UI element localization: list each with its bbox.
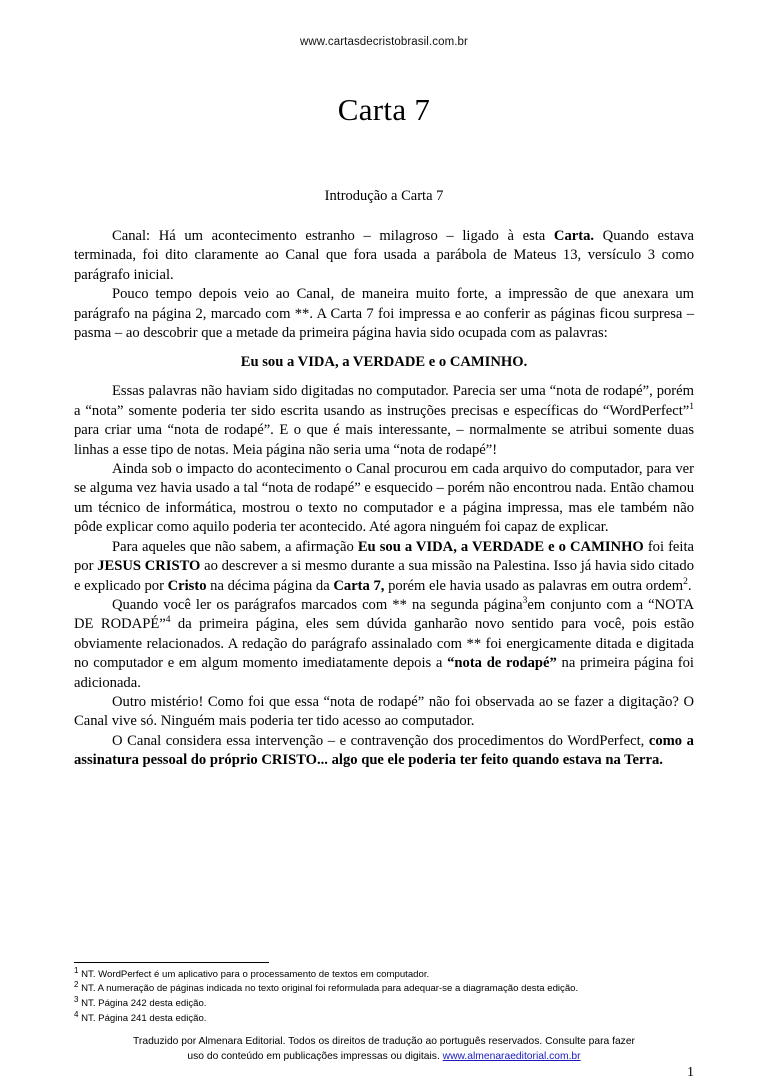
paragraph-5-bold-4: Carta 7,	[333, 577, 385, 594]
footnote-ref-3[interactable]: 3	[522, 596, 528, 607]
paragraph-5-text-c: foi feita por	[74, 538, 694, 575]
paragraph-6-text-d: na primeira página foi adicionada.	[74, 655, 694, 691]
paragraph-5-text-e: na décima página da	[206, 577, 334, 594]
footnote-ref-4[interactable]: 4	[165, 615, 171, 626]
footnote-ref-2[interactable]: 2	[683, 576, 688, 587]
footer-line-1: Traduzido por Almenara Editorial. Todos os direitos de tradução ao português reservados. Consulte para fazer	[133, 1036, 635, 1048]
footnote-text: NT. Página 242 desta edição.	[81, 998, 207, 1010]
footer-line-2-text: uso do conteúdo em publicações impressas ou digitais.	[187, 1051, 443, 1063]
footnote-item	[74, 997, 694, 1012]
highlight-quote: Eu sou a VIDA, a VERDADE e o CAMINHO.	[240, 354, 528, 371]
paragraph-3-text-b: para criar uma “nota de rodapé”. E o que é mais interessante, – normalmente se atribui somente duas linhas a esse tipo de notas. Meia página não seria uma “nota de rodapé”!	[74, 422, 694, 458]
paragraph-8	[74, 732, 694, 771]
paragraph-5-bold-2: JESUS CRISTO	[97, 558, 201, 575]
paragraph-6-text-a: Quando você ler os parágrafos marcados com ** na segunda página	[112, 596, 523, 613]
publisher-link[interactable]: www.almenaraeditorial.com.br	[442, 1051, 581, 1063]
footnote-marker: 1	[74, 965, 79, 975]
paragraph-4: Ainda sob o impacto do acontecimento o Canal procurou em cada arquivo do computador, para ver se alguma vez havia usado a tal “nota de rodapé” e esquecido – porém não encontrou nada. Então chamou um técnico de informática, mostrou o texto no computador e a página impressa, mas ele também não pôde explicar como aquilo poderia ter acontecido. Até agora ninguém foi capaz de explicar.	[74, 461, 694, 536]
page-footer	[74, 1035, 694, 1065]
footnote-text: NT. WordPerfect é um aplicativo para o processamento de textos em computador.	[81, 968, 430, 980]
paragraph-6-bold-1: “nota de rodapé”	[447, 655, 557, 672]
footnote-item	[74, 965, 694, 983]
page-number: 1	[687, 1065, 694, 1080]
paragraph-5	[74, 538, 694, 596]
paragraph-5-bold-3: Cristo	[167, 577, 207, 594]
paragraph-3	[74, 382, 694, 460]
document-subtitle: Introdução a Carta 7	[324, 188, 444, 204]
paragraph-1-text-pre: Canal: Há um acontecimento estranho – milagroso – ligado à esta	[112, 228, 554, 244]
footnotes-section	[74, 962, 694, 1027]
paragraph-5-bold-1: Eu sou a VIDA, a VERDADE e o CAMINHO	[357, 538, 644, 555]
footnote-text: NT. Página 241 desta edição.	[81, 1013, 207, 1025]
paragraph-1-text-post: Quando estava terminada, foi dito claramente ao Canal que fora usada a parábola de Mateus 13, versículo 3 como parágrafo inicial.	[74, 228, 694, 283]
paragraph-7: Outro mistério! Como foi que essa “nota de rodapé” não foi observada ao se fazer a digitação? O Canal vive só. Ninguém mais poderia ter tido acesso ao computador.	[74, 693, 694, 730]
footnote-text: NT. A numeração de páginas indicada no texto original foi reformulada para adequar-se a diagramação desta edição.	[81, 983, 579, 995]
footnote-marker: 4	[74, 1009, 79, 1019]
paragraph-6	[74, 596, 694, 693]
footnote-marker: 2	[74, 980, 79, 990]
paragraph-3-text-a: Essas palavras não haviam sido digitadas no computador. Parecia ser uma “nota de rodapé”, porém a “nota” somente poderia ter sido escrita usando as instruções precisas e específicas do “WordPerfect”	[74, 383, 694, 419]
paragraph-8-bold: como a assinatura pessoal do próprio CRISTO... algo que ele poderia ter feito quando estava na Terra.	[74, 732, 694, 769]
paragraph-2: Pouco tempo depois veio ao Canal, de maneira muito forte, a impressão de que anexara um parágrafo na página 2, marcado com **. A Carta 7 foi impressa e ao conferir as páginas ficou surpresa – pasma – ao descobrir que a metade da primeira página havia sido ocupada com as palavras:	[74, 286, 694, 342]
paragraph-5-text-a: Para aqueles que não sabem, a afirmação	[112, 538, 358, 555]
paragraph-1	[74, 227, 694, 285]
page-title: Carta 7	[337, 92, 431, 127]
footnote-ref-1[interactable]: 1	[689, 401, 694, 412]
paragraph-1-bold: Carta.	[553, 228, 595, 244]
paragraph-8-text-a: O Canal considera essa intervenção – e contravenção dos procedimentos do WordPerfect,	[112, 732, 649, 749]
footnote-item	[74, 982, 694, 997]
paragraph-5-text-f: porém ele havia usado as palavras em outra ordem	[384, 577, 684, 594]
paragraph-6-text-c: da primeira página, eles sem dúvida ganharão novo sentido para você, pois estão obviamente relacionados. A redação do parágrafo assinalado com ** foi energicamente ditada e digitada no computador e em algum momento imediatamente depois a	[74, 616, 694, 672]
footnote-item	[74, 1009, 694, 1027]
paragraph-5-text-d: ao descrever a si mesmo durante a sua missão na Palestina. Isso já havia sido citado e explicado por	[74, 558, 694, 594]
header-site-url: www.cartasdecristobrasil.com.br	[300, 36, 468, 48]
footnote-marker: 3	[74, 995, 79, 1005]
paragraph-6-text-b: em conjunto com a “NOTA DE RODAPÉ”	[74, 596, 694, 633]
paragraph-5-text-g: .	[687, 577, 692, 594]
footnote-divider	[74, 962, 269, 963]
footer-line-2	[74, 1050, 694, 1065]
